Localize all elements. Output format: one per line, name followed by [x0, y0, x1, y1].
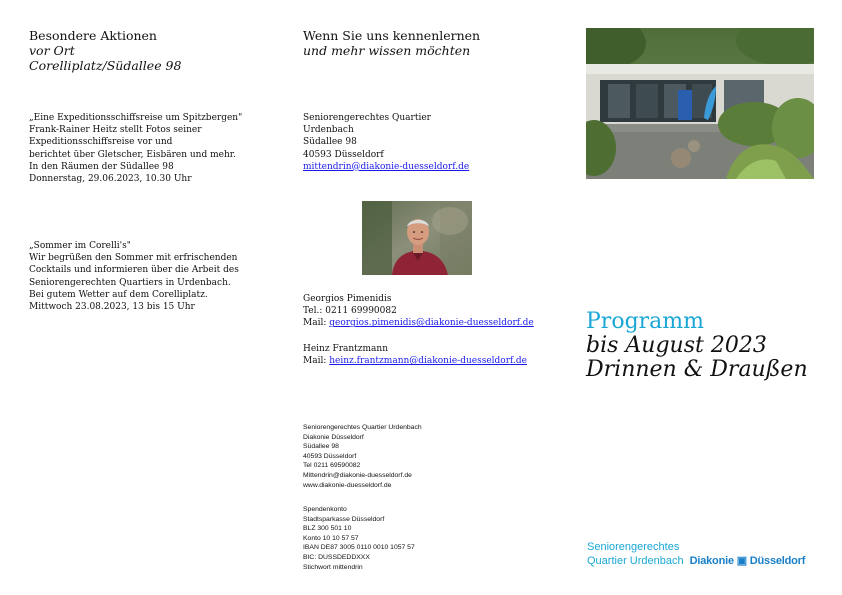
address-email-link[interactable]: mittendrin@diakonie-duesseldorf.de [303, 161, 470, 172]
contact-pimenidis [303, 293, 563, 330]
bank-line: Spendenkonto [303, 506, 347, 513]
program-title-block [586, 310, 836, 382]
footer-row [587, 554, 827, 568]
bank-line: Stichwort mittendrin [303, 563, 363, 571]
event2-line: „Sommer im Corelli's" [29, 241, 131, 251]
imprint-line: 40593 Düsseldorf [303, 452, 357, 460]
footer-block [587, 541, 827, 568]
event-expedition [29, 112, 279, 185]
bank-line: Stadtsparkasse Düsseldorf [303, 515, 385, 523]
footer-line1: Seniorengerechtes [587, 541, 680, 553]
left-heading-sub2: Corelliplatz/Südallee 98 [29, 58, 182, 73]
program-title: Programm [586, 309, 705, 334]
address-block [303, 112, 543, 173]
left-heading: Besondere Aktionen [29, 28, 157, 43]
imprint-line: Mittendrin@diakonie-duesseldorf.de [303, 471, 412, 479]
contact2-mail-label: Mail: [303, 356, 330, 367]
event1-line: Donnerstag, 29.06.2023, 10.30 Uhr [29, 174, 192, 185]
contact1-name: Georgios Pimenidis [303, 294, 392, 304]
event1-line: berichtet über Gletscher, Eisbären und mehr. [29, 149, 236, 160]
portrait-photo [362, 201, 472, 275]
contact2-mail-link[interactable]: heinz.frantzmann@diakonie-duesseldorf.de [329, 356, 527, 367]
contact1-mail-label: Mail: [303, 318, 330, 329]
event-summer [29, 240, 279, 313]
middle-heading-block [303, 28, 543, 58]
building-photo [586, 28, 814, 179]
bank-line: IBAN DE87 3005 0110 0010 1057 57 [303, 544, 415, 552]
imprint-line: Südallee 98 [303, 443, 339, 451]
contact1-tel: Tel.: 0211 69990082 [303, 306, 397, 317]
address-line: Urdenbach [303, 125, 354, 136]
bank-line: BIC: DUSSDEDDXXX [303, 553, 370, 561]
left-heading-sub1: vor Ort [29, 43, 75, 58]
event1-line: Expeditionsschiffsreise vor und [29, 137, 173, 148]
event2-line: Seniorengerechten Quartiers in Urdenbach. [29, 277, 231, 288]
event2-line: Mittwoch 23.08.2023, 13 bis 15 Uhr [29, 302, 195, 313]
address-line: Seniorengerechtes Quartier [303, 113, 431, 123]
address-line: Südallee 98 [303, 137, 357, 148]
imprint-line: Diakonie Düsseldorf [303, 433, 364, 441]
event1-line: In den Räumen der Südallee 98 [29, 161, 174, 172]
event2-line: Bei gutem Wetter auf dem Corelliplatz. [29, 289, 208, 300]
program-subtitle-date: bis August 2023 [586, 333, 767, 358]
contact2-name: Heinz Frantzmann [303, 344, 389, 354]
bank-block [303, 505, 523, 572]
left-heading-block [29, 28, 269, 73]
contact-frantzmann [303, 343, 563, 367]
bank-line: BLZ 300 501 10 [303, 525, 352, 533]
diakonie-logo: Diakonie ▣ Düsseldorf [689, 555, 806, 567]
imprint-line: Tel 0211 69590082 [303, 462, 361, 470]
bank-line: Konto 10 10 57 57 [303, 534, 359, 542]
contact1-mail-row [303, 317, 563, 329]
middle-heading: Wenn Sie uns kennenlernen [303, 28, 481, 43]
imprint-line: Seniorengerechtes Quartier Urdenbach [303, 424, 422, 431]
event2-line: Cocktails und informieren über die Arbeit des [29, 265, 239, 276]
address-line: 40593 Düsseldorf [303, 149, 384, 160]
imprint-block [303, 423, 523, 490]
imprint-line: www.diakonie-duesseldorf.de [303, 481, 392, 489]
event2-line: Wir begrüßen den Sommer mit erfrischenden [29, 253, 238, 264]
event1-line: „Eine Expeditionsschiffsreise um Spitzbergen" [29, 113, 243, 123]
footer-line2: Quartier Urdenbach [587, 555, 684, 567]
middle-heading-sub: und mehr wissen möchten [303, 43, 471, 58]
event1-line: Frank-Rainer Heitz stellt Fotos seiner [29, 125, 202, 136]
contact2-mail-row [303, 355, 563, 367]
program-subtitle-theme: Drinnen & Draußen [586, 357, 808, 382]
contact1-mail-link[interactable]: georgios.pimenidis@diakonie-duesseldorf.de [329, 318, 534, 329]
